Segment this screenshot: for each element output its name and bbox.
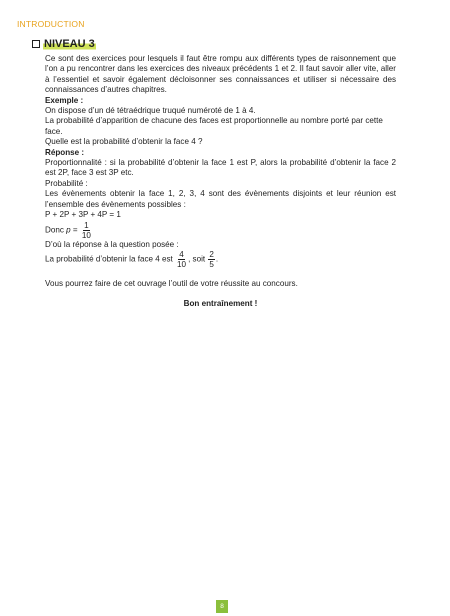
equation: P + 2P + 3P + 4P = 1 bbox=[45, 210, 121, 220]
reponse-label: Réponse : bbox=[45, 147, 85, 157]
evenements-text: Les évènements obtenir la face 1, 2, 3, 4 sont des évènements disjoints et leur réunion est l’ensemble des évènements possibles : bbox=[45, 189, 396, 209]
fraction: $\frac{4}{10}$ bbox=[177, 249, 187, 269]
fraction: $\frac{2}{5}$ bbox=[209, 249, 214, 269]
final-answer: La probabilité d’obtenir la face 4 est $\frac{4}{10}$ , soit $\frac{2}{5}$ . bbox=[45, 249, 219, 269]
page-number: 8 bbox=[216, 600, 228, 613]
proportionnalite-text: Proportionnalité : si la probabilité d’obtenir la face 1 est P, alors la probabilité d’obtenir la face 2 est 2P, face 3 est 3P etc. bbox=[45, 158, 396, 178]
bon-entrainement: Bon entraînement ! bbox=[183, 299, 258, 309]
outil-text: Vous pourrez faire de cet ouvrage l’outil de votre réussite au concours. bbox=[45, 278, 298, 288]
probabilite-label: Probabilité : bbox=[45, 178, 88, 188]
niveau-heading bbox=[32, 38, 96, 50]
fraction: $\frac{1}{10}$ bbox=[81, 220, 91, 240]
variable-p: p bbox=[66, 225, 71, 235]
niveau-title: NIVEAU 3 bbox=[44, 38, 95, 50]
exemple-line: On dispose d’un dé tétraédrique truqué numéroté de 1 à 4. bbox=[45, 106, 256, 116]
intro-paragraph: Ce sont des exercices pour lesquels il faut être rompu aux différents types de raisonnement que l’on a pu rencontrer dans les exercices des niveaux précédents 1 et 2. Il faut savoir aller vite, aller à l’essentiel et savoir également décloisonner ses connaissances et utiliser si nécessaire des connaissances d’autres chapitres. bbox=[45, 54, 396, 95]
exemple-line: La probabilité d’apparition de chacune des faces est proportionnelle au nombre porté par cette face. bbox=[45, 116, 383, 136]
question: Quelle est la probabilité d’obtenir la face 4 ? bbox=[45, 137, 203, 147]
donc-line: Donc p = $\frac{1}{10}$ bbox=[45, 220, 91, 240]
exemple-label: Exemple : bbox=[45, 95, 84, 105]
section-header: INTRODUCTION bbox=[17, 19, 85, 29]
checkbox-icon bbox=[32, 40, 40, 48]
body-content bbox=[45, 54, 396, 310]
dou-text: D’où la réponse à la question posée : bbox=[45, 239, 179, 249]
